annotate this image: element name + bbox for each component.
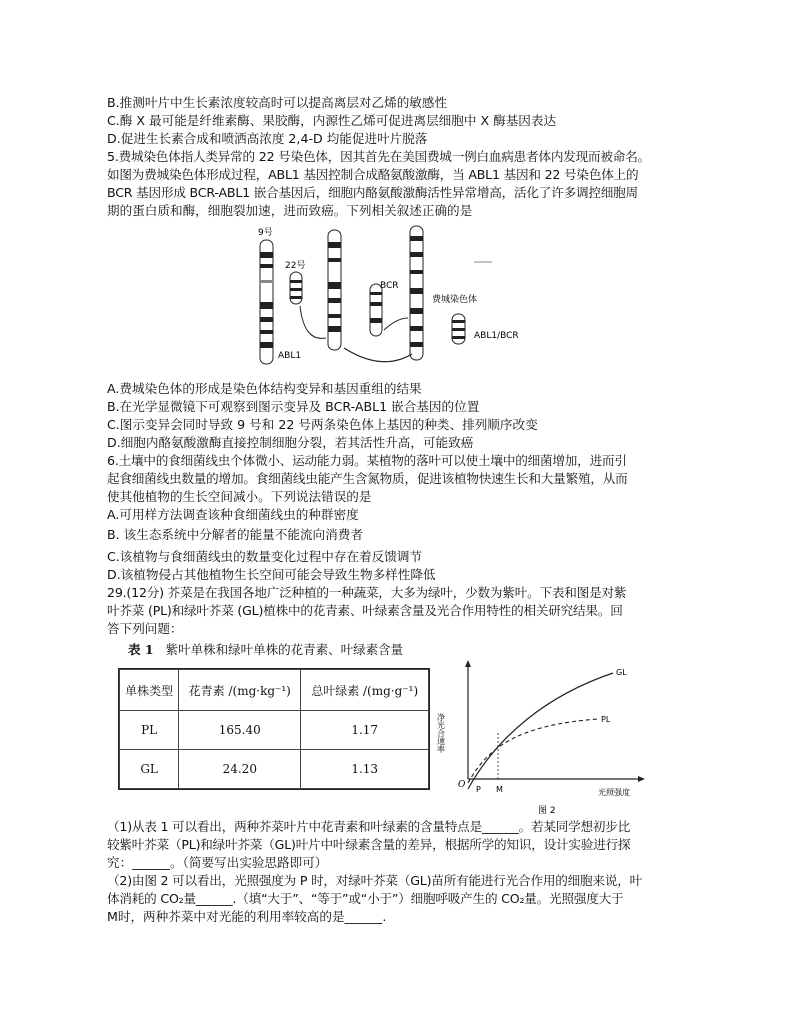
- q29-part1-line-3: 究：______。（简要写出实验思路即可）: [107, 855, 328, 870]
- q29-part1-line-2: 较紫叶芥菜（PL)和绿叶芥菜（GL)叶片中叶绿素含量的差异，根据所学的知识，设计实验进行探: [107, 837, 631, 852]
- question-29-line-2: 叶芥菜 (PL)和绿叶芥菜 (GL)植株中的花青素、叶绿素含量及光合作用特性的相关研究结果。回: [107, 603, 623, 618]
- question-5-line-4: 期的蛋白质和酶，细胞裂加速，进而致癌。下列相关叙述正确的是: [107, 203, 473, 218]
- q29-part2-line-3: M时，两种芥菜中对光能的利用率较高的是______.: [107, 909, 387, 924]
- option-c-enzyme: C.酶 X 最可能是纤维素酶、果胶酶，内源性乙烯可促进离层细胞中 X 酶基因表达: [107, 113, 557, 128]
- cell-anthocyanin: 165.40: [179, 711, 301, 750]
- origin-label: O: [458, 780, 466, 790]
- light-response-chart: [438, 655, 678, 817]
- question-6-line-2: 起食细菌线虫数量的增加。食细菌线虫能产生含氮物质，促进该植物快速生长和大量繁殖，从而: [107, 471, 628, 486]
- philadelphia-chromosome-figure: [252, 222, 522, 370]
- series-gl-label: GL: [616, 668, 627, 677]
- figure-2-caption: 图 2: [538, 806, 556, 816]
- question-29-line-3: 答下列问题：: [107, 621, 183, 636]
- series-pl-label: PL: [601, 715, 611, 724]
- label-bcr: BCR: [380, 281, 399, 291]
- q5-option-b: B.在光学显微镜下可观察到图示变异及 BCR-ABL1 嵌合基因的位置: [107, 399, 480, 414]
- label-chr9: 9号: [258, 228, 273, 238]
- table-row: [120, 711, 429, 750]
- tick-m: M: [496, 785, 503, 794]
- translocation-arrow-3: [384, 318, 408, 330]
- chromosome-22-bcr: [370, 284, 382, 336]
- option-d-24d: D.促进生长素合成和喷洒高浓度 2,4-D 均能促进叶片脱落: [107, 131, 428, 146]
- option-b-auxin: B.推测叶片中生长素浓度较高时可以提高离层对乙烯的敏感性: [107, 95, 448, 110]
- label-chr22: 22号: [285, 261, 306, 271]
- question-5-line-3: BCR 基因形成 BCR-ABL1 嵌合基因后，细胞内酪氨酸激酶活性异常增高，活化了许多调控细胞周: [107, 185, 638, 200]
- cell-anthocyanin: 24.20: [179, 750, 301, 789]
- table-1-title: 紫叶单株和绿叶单株的花青素、叶绿素含量: [165, 642, 404, 657]
- header-chlorophyll: 总叶绿素 /(mg·g⁻¹): [301, 670, 429, 711]
- question-29-line-1: 29.(12分) 芥菜是在我国各地广泛种植的一种蔬菜，大多为绿叶，少数为紫叶。下表和图是对紫: [107, 585, 627, 600]
- pigment-table: [118, 668, 430, 790]
- x-axis-arrow: [638, 776, 645, 782]
- label-abl1: ABL1: [278, 351, 302, 361]
- q5-option-d: D.细胞内酪氨酸激酶直接控制细胞分裂，若其活性升高，可能致癌: [107, 435, 474, 450]
- question-6-line-3: 使其他植物的生长空间减小。下列说法错误的是: [107, 489, 372, 504]
- derivative-chromosome-right: [410, 226, 423, 360]
- label-abl1-bcr: ABL1/BCR: [474, 331, 519, 341]
- philadelphia-chromosome: [452, 314, 465, 344]
- q5-option-a: A.费城染色体的形成是染色体结构变异和基因重组的结果: [107, 381, 422, 396]
- tick-p: P: [476, 785, 481, 794]
- translocation-arrow-2: [300, 306, 326, 338]
- header-plant-type: 单株类型: [120, 670, 179, 711]
- q6-option-a: A.可用样方法调查该种食细菌线虫的种群密度: [107, 507, 359, 522]
- cell-chlorophyll: 1.13: [301, 750, 429, 789]
- series-pl-curve: [468, 719, 598, 783]
- series-gl-curve: [468, 673, 613, 789]
- label-philadelphia: 费城染色体: [432, 295, 478, 305]
- header-anthocyanin: 花青素 /(mg·kg⁻¹): [179, 670, 301, 711]
- question-5-line-1: 5.费城染色体指人类异常的 22 号染色体，因其首先在美国费城一例白血病患者体内发现而被命名。: [107, 149, 650, 164]
- q29-part2-line-2: 体消耗的 CO₂量______.（填“大于”、“等于”或“小于”）细胞呼吸产生的 CO₂量。光照强度大于: [107, 891, 624, 906]
- cell-chlorophyll: 1.17: [301, 711, 429, 750]
- x-axis-label: 光照强度: [598, 788, 630, 797]
- table-row: [120, 750, 429, 789]
- table-header-row: [120, 670, 429, 711]
- table-1-number: 表 1: [128, 642, 154, 657]
- translocation-arrow-1: [344, 348, 412, 362]
- question-6-line-1: 6.土壤中的食细菌线虫个体微小、运动能力弱。某植物的落叶可以使土壤中的细菌增加，进而引: [107, 453, 627, 468]
- question-5-line-2: 如图为费城染色体形成过程，ABL1 基因控制合成酪氨酸激酶，当 ABL1 基因和 22 号染色体上的: [107, 167, 639, 182]
- cell-type: GL: [120, 750, 179, 789]
- table-1-caption: [128, 640, 403, 658]
- q6-option-b: B. 该生态系统中分解者的能量不能流向消费者: [107, 527, 363, 542]
- q29-part1-line-1: （1)从表 1 可以看出，两种芥菜叶片中花青素和叶绿素的含量特点是______。若某同学想初步比: [107, 819, 631, 834]
- chromosome-22: [290, 272, 302, 304]
- y-axis-label: 净光合速率: [436, 713, 446, 753]
- q29-part2-line-1: （2)由图 2 可以看出，光照强度为 P 时，对绿叶芥菜（GL)苗所有能进行光合作用的细胞来说，叶: [107, 873, 642, 888]
- cell-type: PL: [120, 711, 179, 750]
- q5-option-c: C.图示变异会同时导致 9 号和 22 号两条染色体上基因的种类、排列顺序改变: [107, 417, 538, 432]
- q6-option-d: D.该植物侵占其他植物生长空间可能会导致生物多样性降低: [107, 567, 436, 582]
- derivative-chromosome-9: [328, 230, 341, 350]
- q6-option-c: C.该植物与食细菌线虫的数量变化过程中存在着反馈调节: [107, 549, 423, 564]
- chromosome-9: [260, 240, 273, 364]
- y-axis-arrow: [465, 660, 471, 667]
